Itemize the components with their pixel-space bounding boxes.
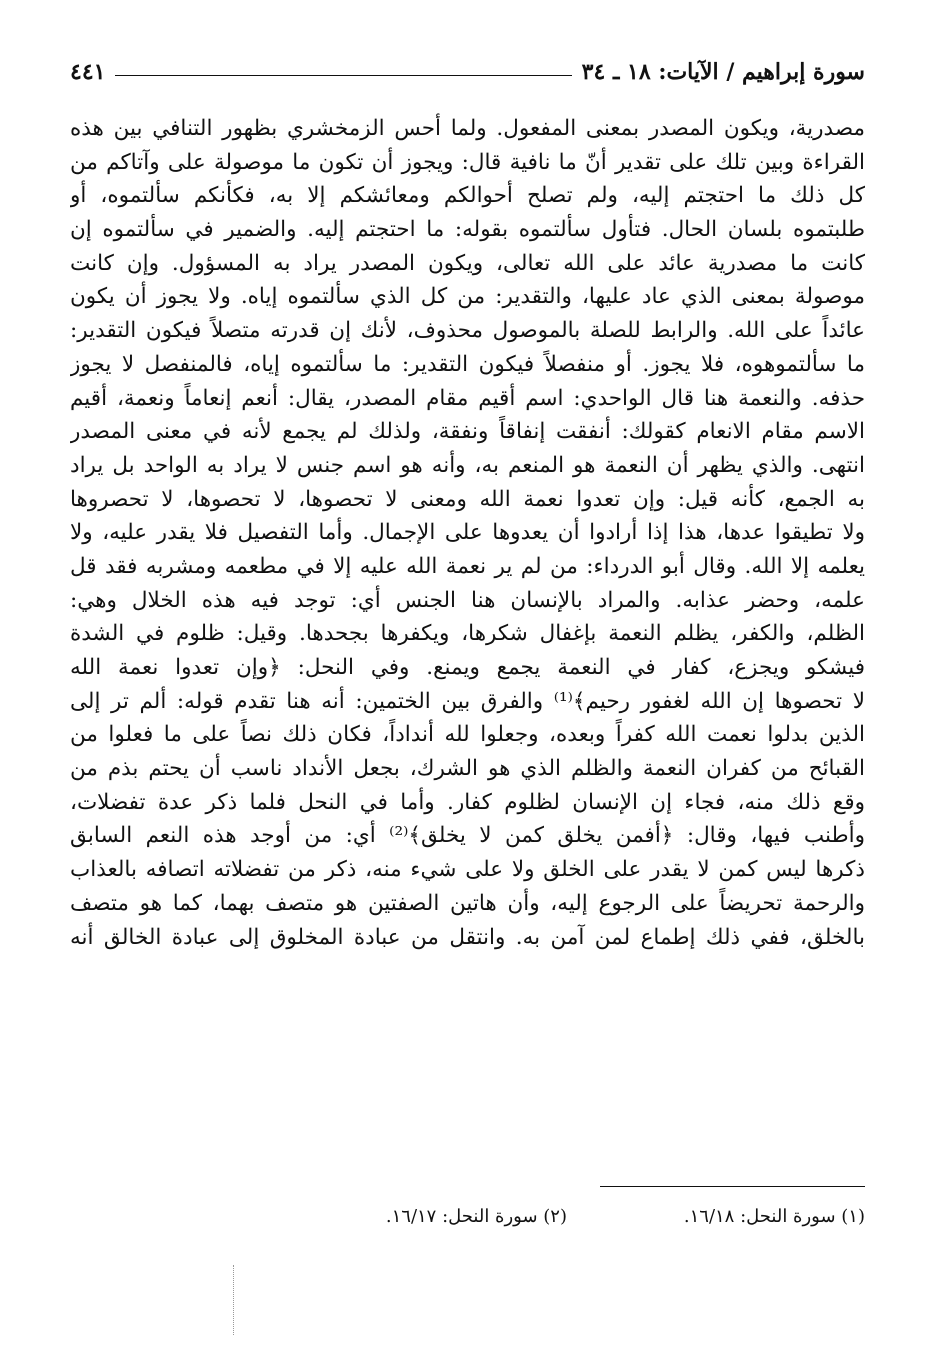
text-line: عائداً على الله. والرابط للصلة بالموصول محذوف، لأنك إن قدرته متصلاً فيكون التقدير: [70,318,865,344]
margin-dotted-mark [233,1265,236,1335]
footnote-1: (١) سورة النحل: ١٦/١٨. [683,1206,865,1227]
text-line: علمه، وحضر عذابه. والمراد بالإنسان هنا الجنس أي: توجد فيه هذه الخلال وهي: [70,587,865,613]
text-line: وأطنب فيها، وقال: ﴿أفمن يخلق كمن لا يخلق﴾⁽²⁾ أي: من أوجد هذه النعم السابق [70,823,865,849]
text-line: ما سألتموهوه، فلا يجوز. أو منفصلاً فيكون التقدير: ما سألتموه إياه، فالمنفصل لا يجوز [70,351,865,377]
chapter-title: سورة إبراهيم / الآيات: ١٨ ـ ٣٤ [581,59,865,85]
footnote-separator [600,1186,865,1187]
main-text [70,112,865,954]
text-line: القراءة وبين تلك على تقدير أنّ ما نافية قال: ويجوز أن تكون ما موصولة على وآتاكم من [70,149,865,175]
text-line: طلبتموه بلسان الحال. فتأول سألتموه بقوله: ما احتجتم إليه. والضمير في سألتموه إن [70,217,865,243]
running-header [70,52,865,92]
text-line: مصدرية، ويكون المصدر بمعنى المفعول. ولما أحس الزمخشري بظهور التنافي بين هذه [70,116,865,141]
text-line: بالخلق، ففي ذلك إطماع لمن آمن به. وانتقل من عبادة المخلوق إلى عبادة الخالق أنه [70,924,865,950]
header-rule [115,75,571,76]
text-line: كانت ما مصدرية عائد على الله تعالى، ويكون المصدر يراد به المسؤول. وإن كانت [70,250,865,276]
text-line: حذفه. والنعمة هنا قال الواحدي: اسم أقيم مقام المصدر، يقال: أنعم إنعاماً ونعمة، أقيم [70,385,865,411]
text-line: انتهى. والذي يظهر أن النعمة هو المنعم به، وأنه هو اسم جنس لا يراد به الواحد بل يراد [70,452,865,478]
text-line: القبائح من كفران النعمة والظلم الذي هو الشرك، بجعل الأنداد ناسب أن يحتم بذم من [70,756,865,782]
text-line: ذكرها ليس كمن لا يقدر على الخلق ولا على شيء منه، ذكر من تفضلاته اتصافه بالعذاب [70,857,865,883]
text-line: الظلم، والكفر، يظلم النعمة بإغفال شكرها، ويكفرها بجحدها. وقيل: ظلوم في الشدة [70,621,865,647]
text-line: يعلمه إلا الله. وقال أبو الدرداء: من لم ير نعمة الله عليه إلا في مطعمه ومشربه فقد قل [70,553,865,579]
page-number: ٤٤١ [70,59,106,85]
text-line: والرحمة تحريضاً على الرجوع إليه، وأن هاتين الصفتين هو متصف بهما، كما هو متصف [70,890,865,916]
text-line: وقع ذلك منه، فجاء إن الإنسان لظلوم كفار. وأما في النحل فلما ذكر عدة تفضلات، [70,789,865,815]
footnotes [120,1206,865,1227]
text-line: الاسم مقام الانعام كقولك: أنفقت إنفاقاً ونفقة، ولذلك لم يجمع لأنه في معنى المصدر [70,419,865,445]
text-line: فيشكو ويجزع، كفار في النعمة يجمع ويمنع. وفي النحل: ﴿وإن تعدوا نعمة الله [70,655,865,680]
text-line: كل ذلك ما احتجتم إليه، ولم تصلح أحوالكم ومعائشكم إلا به، فكأنكم سألتموه، أو [70,183,865,209]
text-line: الذين بدلوا نعمت الله كفراً وبعده، وجعلوا لله أنداداً، فكان ذلك نصاً على ما فعلوا من [70,722,865,748]
footnote-2: (٢) سورة النحل: ١٦/١٧. [385,1206,567,1227]
text-line: ولا تطيقوا عدها، هذا إذا أرادوا أن يعدوها على الإجمال. وأما التفصيل فلا يقدر عليه، ولا [70,520,865,546]
text-line: لا تحصوها إن الله لغفور رحيم﴾⁽¹⁾ والفرق بين الختمين: أنه هنا تقدم قوله: ألم تر إلى [70,688,865,714]
text-line: موصولة بمعنى الذي عاد عليها، والتقدير: من كل الذي سألتموه إياه. ولا يجوز أن يكون [70,284,865,310]
text-line: به الجمع، كأنه قيل: وإن تعدوا نعمة الله ومعنى لا تحصوها، لا تحصوها، لا تحصروها [70,486,865,512]
